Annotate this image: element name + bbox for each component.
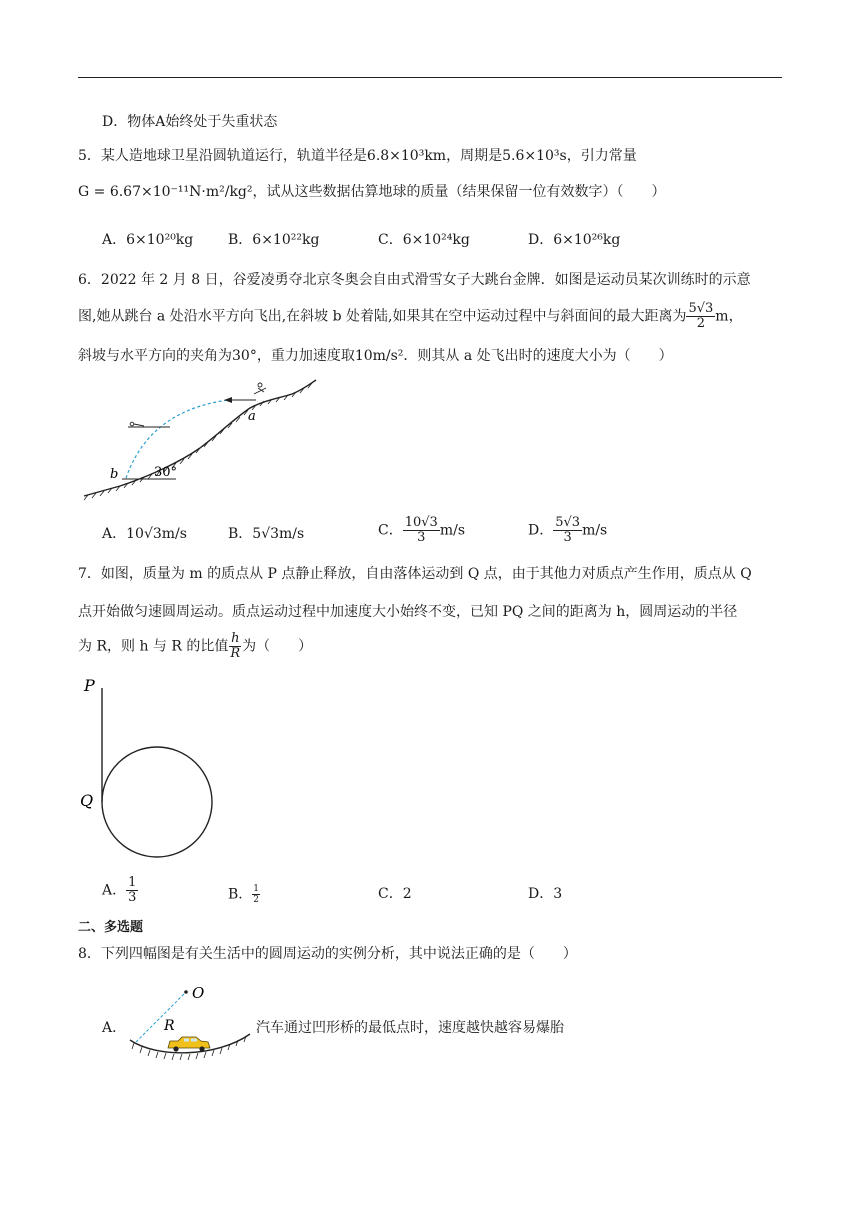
slope-hatching: [84, 383, 312, 500]
point-a-label: a: [248, 409, 256, 424]
q5-option-d: D．6×10²⁶kg: [528, 232, 621, 248]
header-rule: [78, 77, 782, 78]
q4-option-d: [102, 112, 277, 132]
q6-option-d: D． $\frac{5√3}{3}$ m/s: [528, 515, 608, 545]
q8-line1: 8．下列四幅图是有关生活中的圆周运动的实例分析，其中说法正确的是（ ）: [78, 946, 577, 962]
q6-line3: 斜坡与水平方向的夹角为30°，重力加速度取10m/s²．则其从 a 处飞出时的速度大小为（ ）: [78, 348, 673, 364]
q6-option-c: C． $\frac{10√3}{3}$ m/s: [378, 515, 466, 545]
q7-line1: 7．如图，质量为 m 的质点从 P 点静止释放，自由落体运动到 Q 点，由于其他力对质点产生作用，质点从 Q: [78, 566, 752, 582]
q7-option-c: C．2: [378, 886, 412, 902]
point-q-label: Q: [80, 791, 94, 810]
point-p-label: P: [84, 676, 95, 695]
option-text: 物体A始终处于失重状态: [127, 114, 278, 130]
concave-bridge-figure: [126, 982, 256, 1072]
section-heading: 二、多选题: [78, 920, 144, 935]
center-point: [184, 990, 188, 994]
option-label: D．: [102, 114, 128, 130]
q7-line2: 点开始做匀速圆周运动。质点运动过程中加速度大小始终不变，已知 PQ 之间的距离为 h，圆周运动的半径: [78, 604, 738, 620]
q5-option-a: A．6×10²⁰kg: [102, 232, 194, 248]
free-fall-circle-figure: [76, 674, 222, 864]
ski-jump-figure: [80, 378, 330, 502]
q7-option-d: D．3: [528, 886, 563, 902]
car-icon: [168, 1037, 210, 1052]
q8-option-a-text: 汽车通过凹形桥的最低点时，速度越快越容易爆胎: [256, 1020, 564, 1036]
q5-option-c: C．6×10²⁴kg: [378, 232, 470, 248]
point-b-label: b: [110, 467, 119, 482]
q6-line1: 6．2022 年 2 月 8 日，谷爱凌勇夺北京冬奥会自由式滑雪女子大跳台金牌．如图是运动员某次训练时的示意: [78, 272, 751, 288]
slope-line: [84, 380, 316, 496]
q7-option-b: B． $\frac{1}{2}$: [228, 884, 260, 905]
angle-label: 30°: [154, 465, 178, 480]
q7-line3: 为 R，则 h 与 R 的比值 $\frac{h}{R}$ 为（ ）: [78, 631, 313, 661]
q8-option-a-label: A．: [102, 1020, 127, 1036]
q5-line2: G = 6.67×10⁻¹¹N·m²/kg²，试从这些数据估算地球的质量（结果保留一位有效数字）（ ）: [78, 184, 666, 200]
q5-option-b: B．6×10²²kg: [228, 232, 320, 248]
q6-option-a: A．10√3m/s: [102, 526, 187, 542]
h-over-r-fraction: $\frac{h}{R}$: [230, 631, 241, 661]
q5-line1: 5．某人造地球卫星沿圆轨道运行，轨道半径是6.8×10³km，周期是5.6×10³s，引力常量: [78, 148, 637, 164]
radius-r-label: R: [164, 1018, 175, 1034]
q7-option-a: A． $\frac{1}{3}$: [102, 875, 137, 905]
circular-path: [102, 747, 212, 857]
q6-line2: 图,她从跳台 a 处沿水平方向飞出,在斜坡 b 处着陆,如果其在空中运动过程中与斜面间的最大距离为 $\frac{5√3}{2}$ m，: [78, 301, 743, 331]
radius-line: [136, 994, 184, 1042]
q6-option-b: B．5√3m/s: [228, 526, 305, 542]
center-o-label: O: [192, 984, 205, 1002]
skier-top-icon: [254, 383, 266, 394]
distance-fraction: $\frac{5√3}{2}$: [688, 301, 714, 331]
